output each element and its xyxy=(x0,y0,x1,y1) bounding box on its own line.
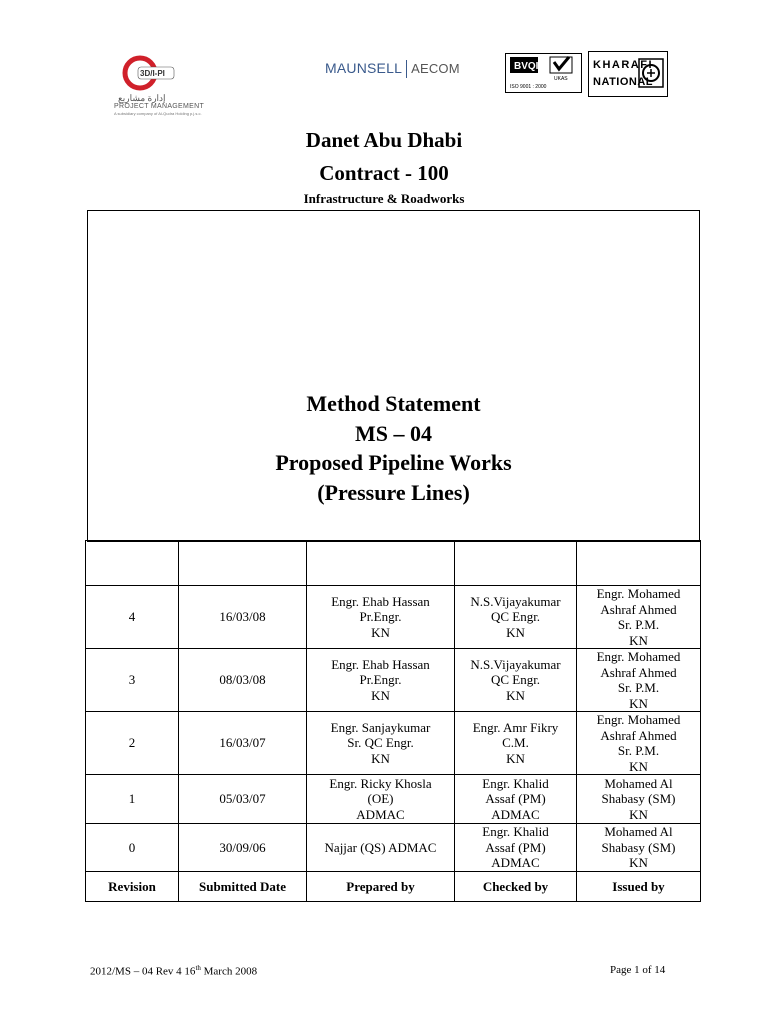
national-text: NATIONAL xyxy=(593,76,654,88)
revision-table xyxy=(85,540,701,902)
project-title: Danet Abu Dhabi xyxy=(305,128,463,152)
iso-text: ISO 9001 : 2000 xyxy=(510,84,547,90)
3di-badge-text: 3D/I-PI xyxy=(140,69,165,78)
table-cell xyxy=(179,541,307,586)
column-header-revision: Revision xyxy=(86,872,179,902)
table-cell xyxy=(86,541,179,586)
checked-by-cell: Engr. Amr Fikry C.M. KN xyxy=(455,712,577,775)
contract-title: Contract - 100 xyxy=(319,161,449,185)
prepared-by-cell: Engr. Sanjaykumar Sr. QC Engr. KN xyxy=(307,712,455,775)
document-subject-detail: (Pressure Lines) xyxy=(317,480,470,505)
table-row xyxy=(86,586,701,649)
table-row xyxy=(86,775,701,824)
table-row xyxy=(86,712,701,775)
scope-subtitle: Infrastructure & Roadworks xyxy=(303,191,465,206)
table-cell xyxy=(455,541,577,586)
date-cell: 16/03/08 xyxy=(179,586,307,649)
bvqi-certification-logo xyxy=(505,53,582,93)
bvqi-emblem-icon xyxy=(506,54,581,84)
issued-by-cell: Engr. Mohamed Ashraf Ahmed Sr. P.M. KN xyxy=(577,586,701,649)
table-cell xyxy=(577,541,701,586)
column-header-prepared-by: Prepared by xyxy=(307,872,455,902)
table-row xyxy=(86,649,701,712)
logo-tagline: A subsidiary company of Al-Qudra Holding p.j.s.c. xyxy=(114,111,202,116)
document-subject: Proposed Pipeline Works xyxy=(275,450,512,475)
document-reference: 2012/MS – 04 Rev 4 16th March 2008 xyxy=(90,964,258,978)
revision-cell: 1 xyxy=(86,775,179,824)
date-cell: 30/09/06 xyxy=(179,824,307,872)
checked-by-cell: N.S.Vijayakumar QC Engr. KN xyxy=(455,649,577,712)
table-row xyxy=(86,541,701,586)
column-header-submitted-date: Submitted Date xyxy=(179,872,307,902)
issued-by-cell: Mohamed Al Shabasy (SM) KN xyxy=(577,775,701,824)
logo-divider xyxy=(406,60,407,78)
kharafi-text: KHARAFI xyxy=(593,59,653,71)
checked-by-cell: N.S.Vijayakumar QC Engr. KN xyxy=(455,586,577,649)
maunsell-text: MAUNSELL xyxy=(325,60,403,76)
issued-by-cell: Engr. Mohamed Ashraf Ahmed Sr. P.M. KN xyxy=(577,649,701,712)
revision-cell: 4 xyxy=(86,586,179,649)
logo-pm-text: PROJECT MANAGEMENT xyxy=(114,103,205,110)
column-header-issued-by: Issued by xyxy=(577,872,701,902)
table-row xyxy=(86,824,701,872)
prepared-by-cell: Engr. Ehab Hassan Pr.Engr. KN xyxy=(307,649,455,712)
checked-by-cell: Engr. Khalid Assaf (PM) ADMAC xyxy=(455,824,577,872)
ukas-text: UKAS xyxy=(554,76,568,82)
date-cell: 05/03/07 xyxy=(179,775,307,824)
ms-number: MS – 04 xyxy=(355,421,432,446)
method-statement-heading: Method Statement xyxy=(306,391,481,416)
issued-by-cell: Engr. Mohamed Ashraf Ahmed Sr. P.M. KN xyxy=(577,712,701,775)
kharafi-emblem-icon xyxy=(637,57,665,89)
project-management-logo xyxy=(110,55,205,120)
aecom-text: AECOM xyxy=(411,61,460,76)
prepared-by-cell: Engr. Ehab Hassan Pr.Engr. KN xyxy=(307,586,455,649)
logo-arabic-text: إدارة مشاريع xyxy=(118,93,166,103)
revision-cell: 2 xyxy=(86,712,179,775)
column-header-checked-by: Checked by xyxy=(455,872,577,902)
issued-by-cell: Mohamed Al Shabasy (SM) KN xyxy=(577,824,701,872)
page-number: Page 1 of 14 xyxy=(610,964,666,976)
table-cell xyxy=(307,541,455,586)
revision-cell: 3 xyxy=(86,649,179,712)
table-header-row xyxy=(86,872,701,902)
prepared-by-cell: Najjar (QS) ADMAC xyxy=(307,824,455,872)
checked-by-cell: Engr. Khalid Assaf (PM) ADMAC xyxy=(455,775,577,824)
bvqi-badge-text: BVQI xyxy=(514,61,539,72)
date-cell: 08/03/08 xyxy=(179,649,307,712)
prepared-by-cell: Engr. Ricky Khosla (OE) ADMAC xyxy=(307,775,455,824)
kharafi-national-logo xyxy=(588,51,668,97)
revision-cell: 0 xyxy=(86,824,179,872)
3di-emblem-icon xyxy=(116,55,176,93)
date-cell: 16/03/07 xyxy=(179,712,307,775)
maunsell-aecom-logo xyxy=(325,60,460,78)
